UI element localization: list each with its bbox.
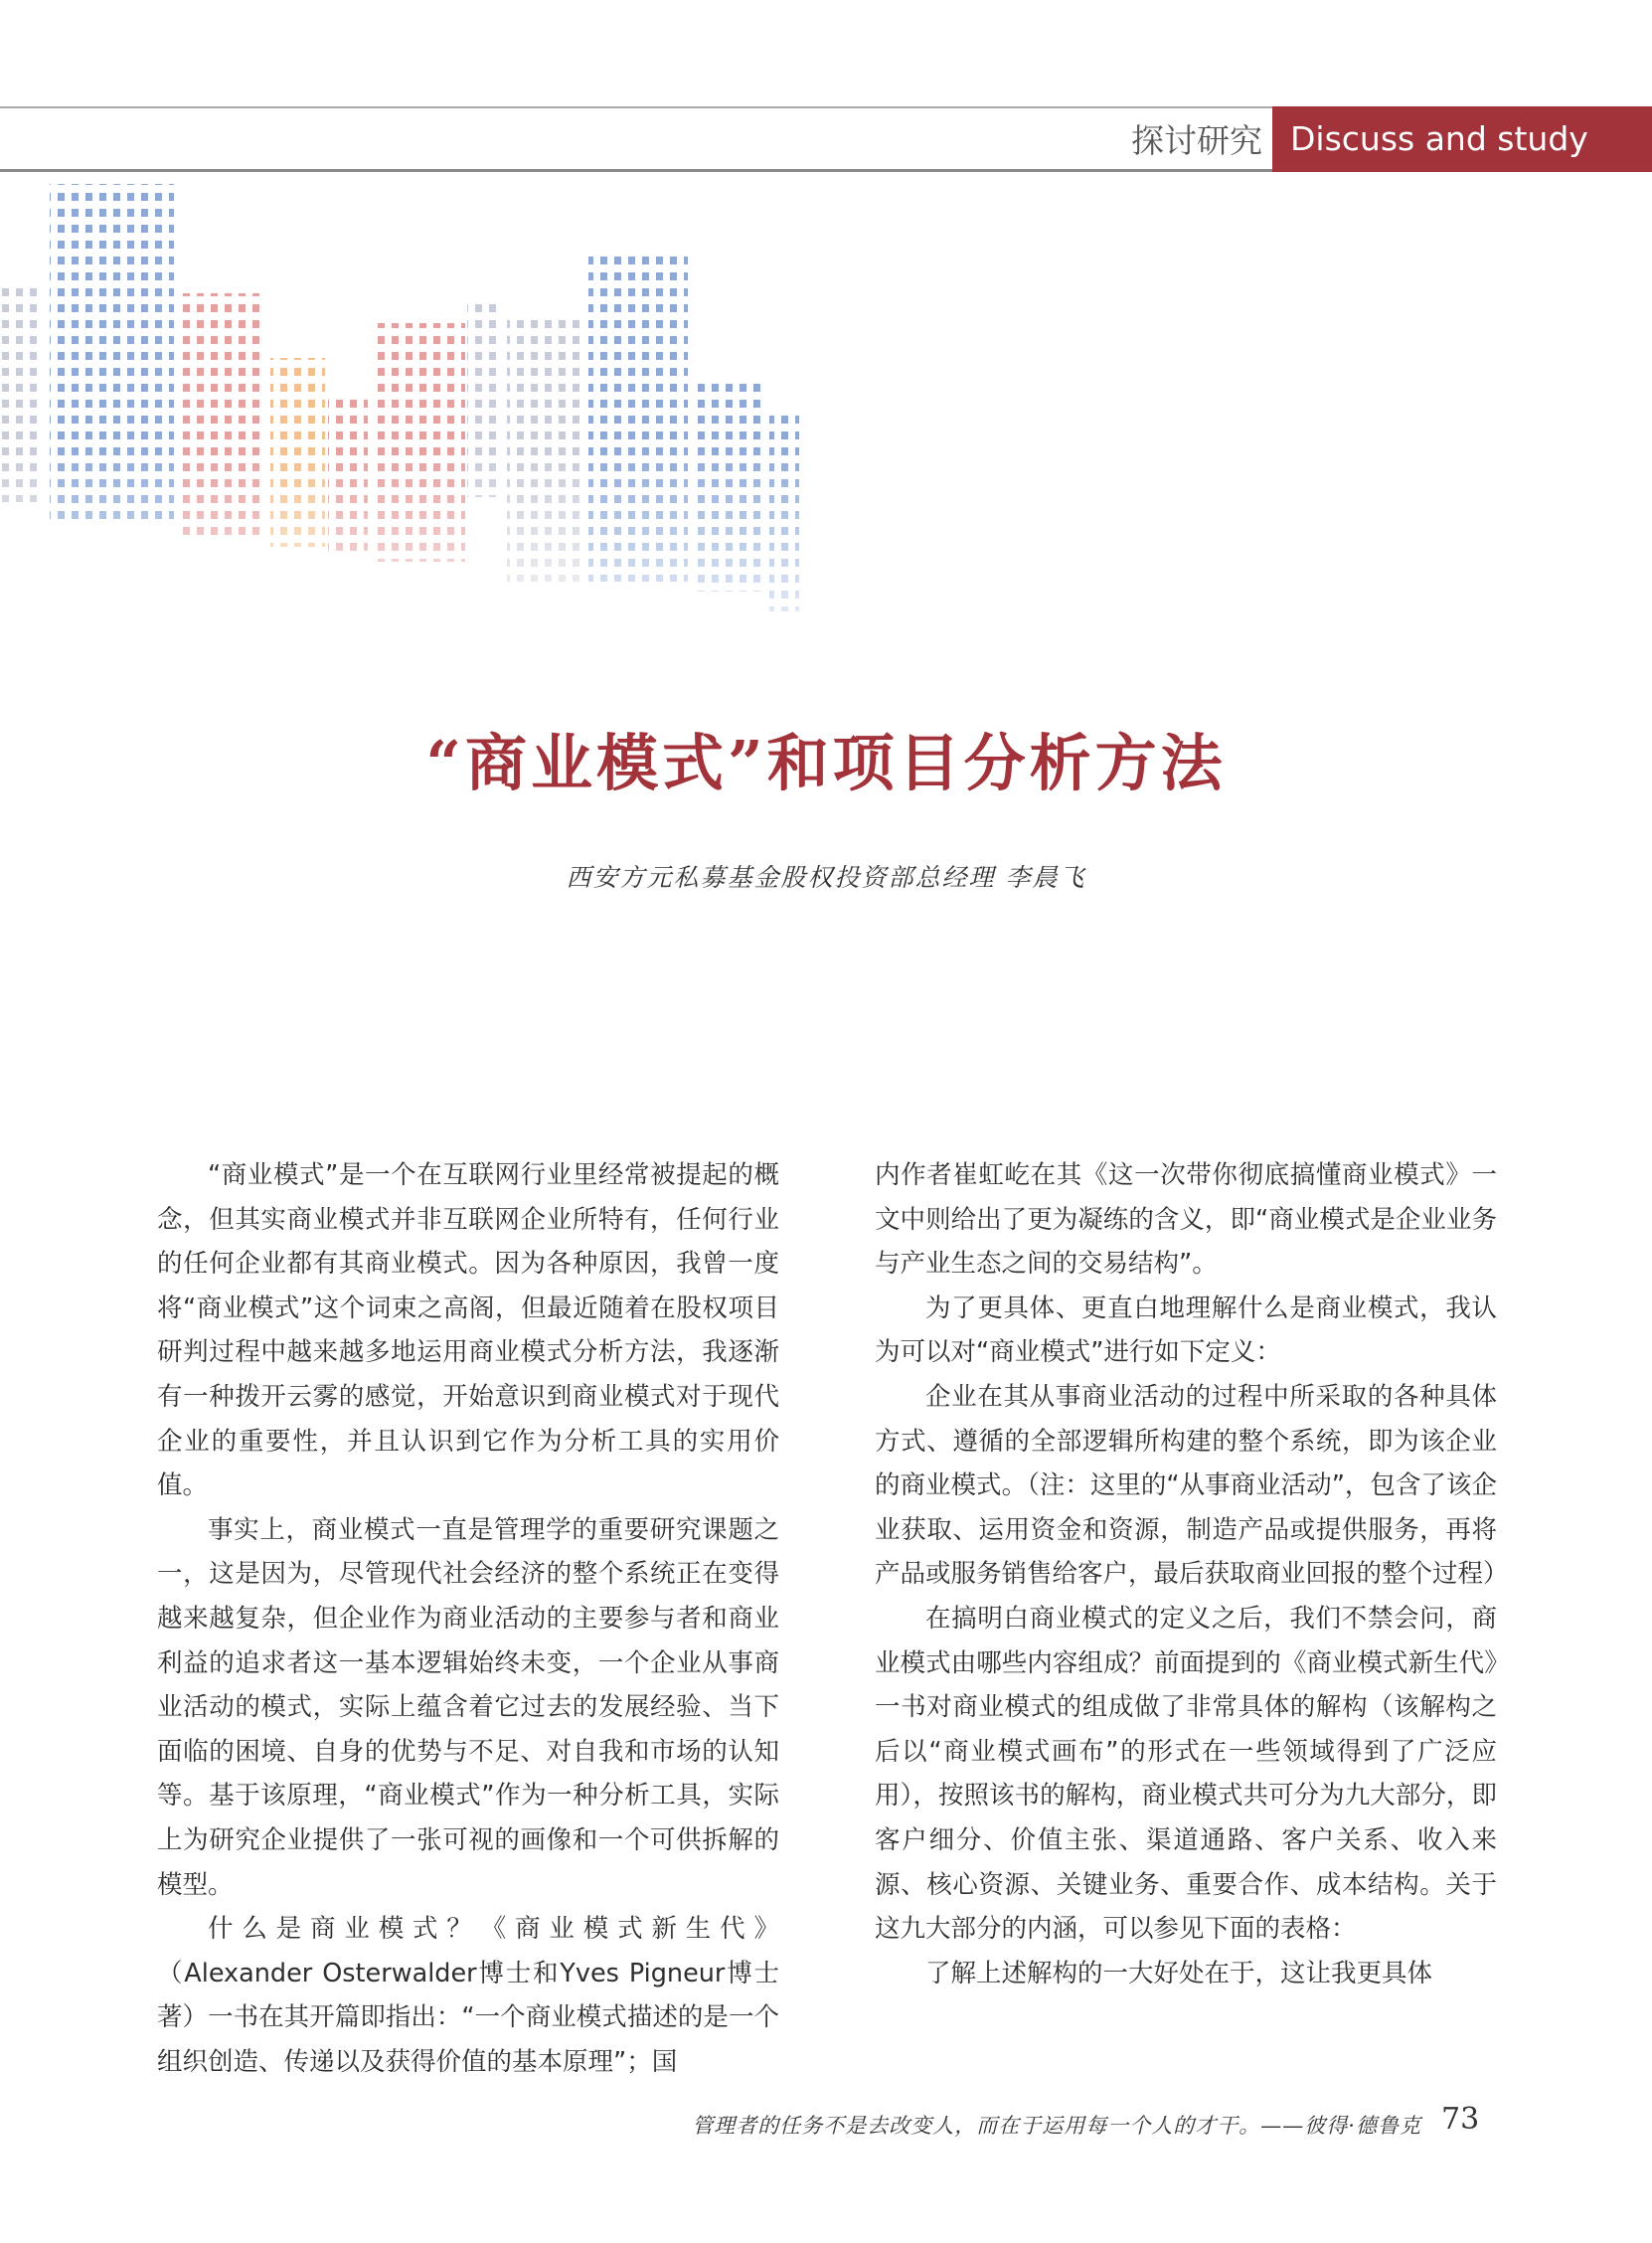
article-title: “商业模式”和项目分析方法 — [425, 727, 1227, 799]
section-label-cn: 探讨研究 — [1131, 121, 1262, 160]
footer-quote: 管理者的任务不是去改变人，而在于运用每一个人的才干。——彼得·德鲁克 — [692, 2114, 1421, 2138]
right-column — [875, 1153, 1509, 1995]
paragraph: 为了更具体、更直白地理解什么是商业模式，我认为可以对“商业模式”进行如下定义： — [875, 1293, 1497, 1368]
paragraph: 什么是商业模式？《商业模式新生代》（Alexander Osterwalder博士和Yves Pigneur博士著）一书在其开篇即指出：“一个商业模式描述的是一个组织创造、传递以及获得价值的基本原理”；国 — [157, 1914, 779, 2077]
paragraph: 企业在其从事商业活动的过程中所采取的各种具体方式、遵循的全部逻辑所构建的整个系统，即为该企业的商业模式。（注：这里的“从事商业活动”，包含了该企业获取、运用资金和资源，制造产品或提供服务，再将产品或服务销售给客户，最后获取商业回报的整个过程） — [875, 1381, 1509, 1590]
section-label-en: Discuss and study — [1272, 106, 1652, 172]
page-number: 73 — [1441, 2102, 1480, 2137]
paragraph: 在搞明白商业模式的定义之后，我们不禁会问，商业模式由哪些内容组成？前面提到的《商业模式新生代》一书对商业模式的组成做了非常具体的解构（该解构之后以“商业模式画布”的形式在一些领域得到了广泛应用），按照该书的解构，商业模式共可分为九大部分，即客户细分、价值主张、渠道通路、客户关系、收入来源、核心资源、关键业务、重要合作、成本结构。关于这九大部分的内涵，可以参见下面的表格： — [875, 1603, 1497, 1945]
left-column — [157, 1153, 779, 2084]
paragraph: “商业模式”是一个在互联网行业里经常被提起的概念，但其实商业模式并非互联网企业所特有，任何行业的任何企业都有其商业模式。因为各种原因，我曾一度将“商业模式”这个词束之高阁，但最近随着在股权项目研判过程中越来越多地运用商业模式分析方法，我逐渐有一种拨开云雾的感觉，开始意识到商业模式对于现代企业的重要性，并且认识到它作为分析工具的实用价值。 — [157, 1160, 779, 1501]
header-rule — [0, 169, 1272, 172]
paragraph: 了解上述解构的一大好处在于，这让我更具体 — [925, 1958, 1433, 1988]
article-author: 西安方元私募基金股权投资部总经理 李晨飞 — [566, 863, 1086, 892]
paragraph: 事实上，商业模式一直是管理学的重要研究课题之一，这是因为，尽管现代社会经济的整个系统正在变得越来越复杂，但企业作为商业活动的主要参与者和商业利益的追求者这一基本逻辑始终未变，一个企业从事商业活动的模式，实际上蕴含着它过去的发展经验、当下面临的困境、自身的优势与不足、对自我和市场的认知等。基于该原理，“商业模式”作为一种分析工具，实际上为研究企业提供了一张可视的画像和一个可供拆解的模型。 — [157, 1514, 779, 1900]
paragraph: 内作者崔虹屹在其《这一次带你彻底搞懂商业模式》一文中则给出了更为凝练的含义，即“商业模式是企业业务与产业生态之间的交易结构”。 — [875, 1160, 1497, 1280]
city-skyline-icon — [0, 174, 805, 671]
